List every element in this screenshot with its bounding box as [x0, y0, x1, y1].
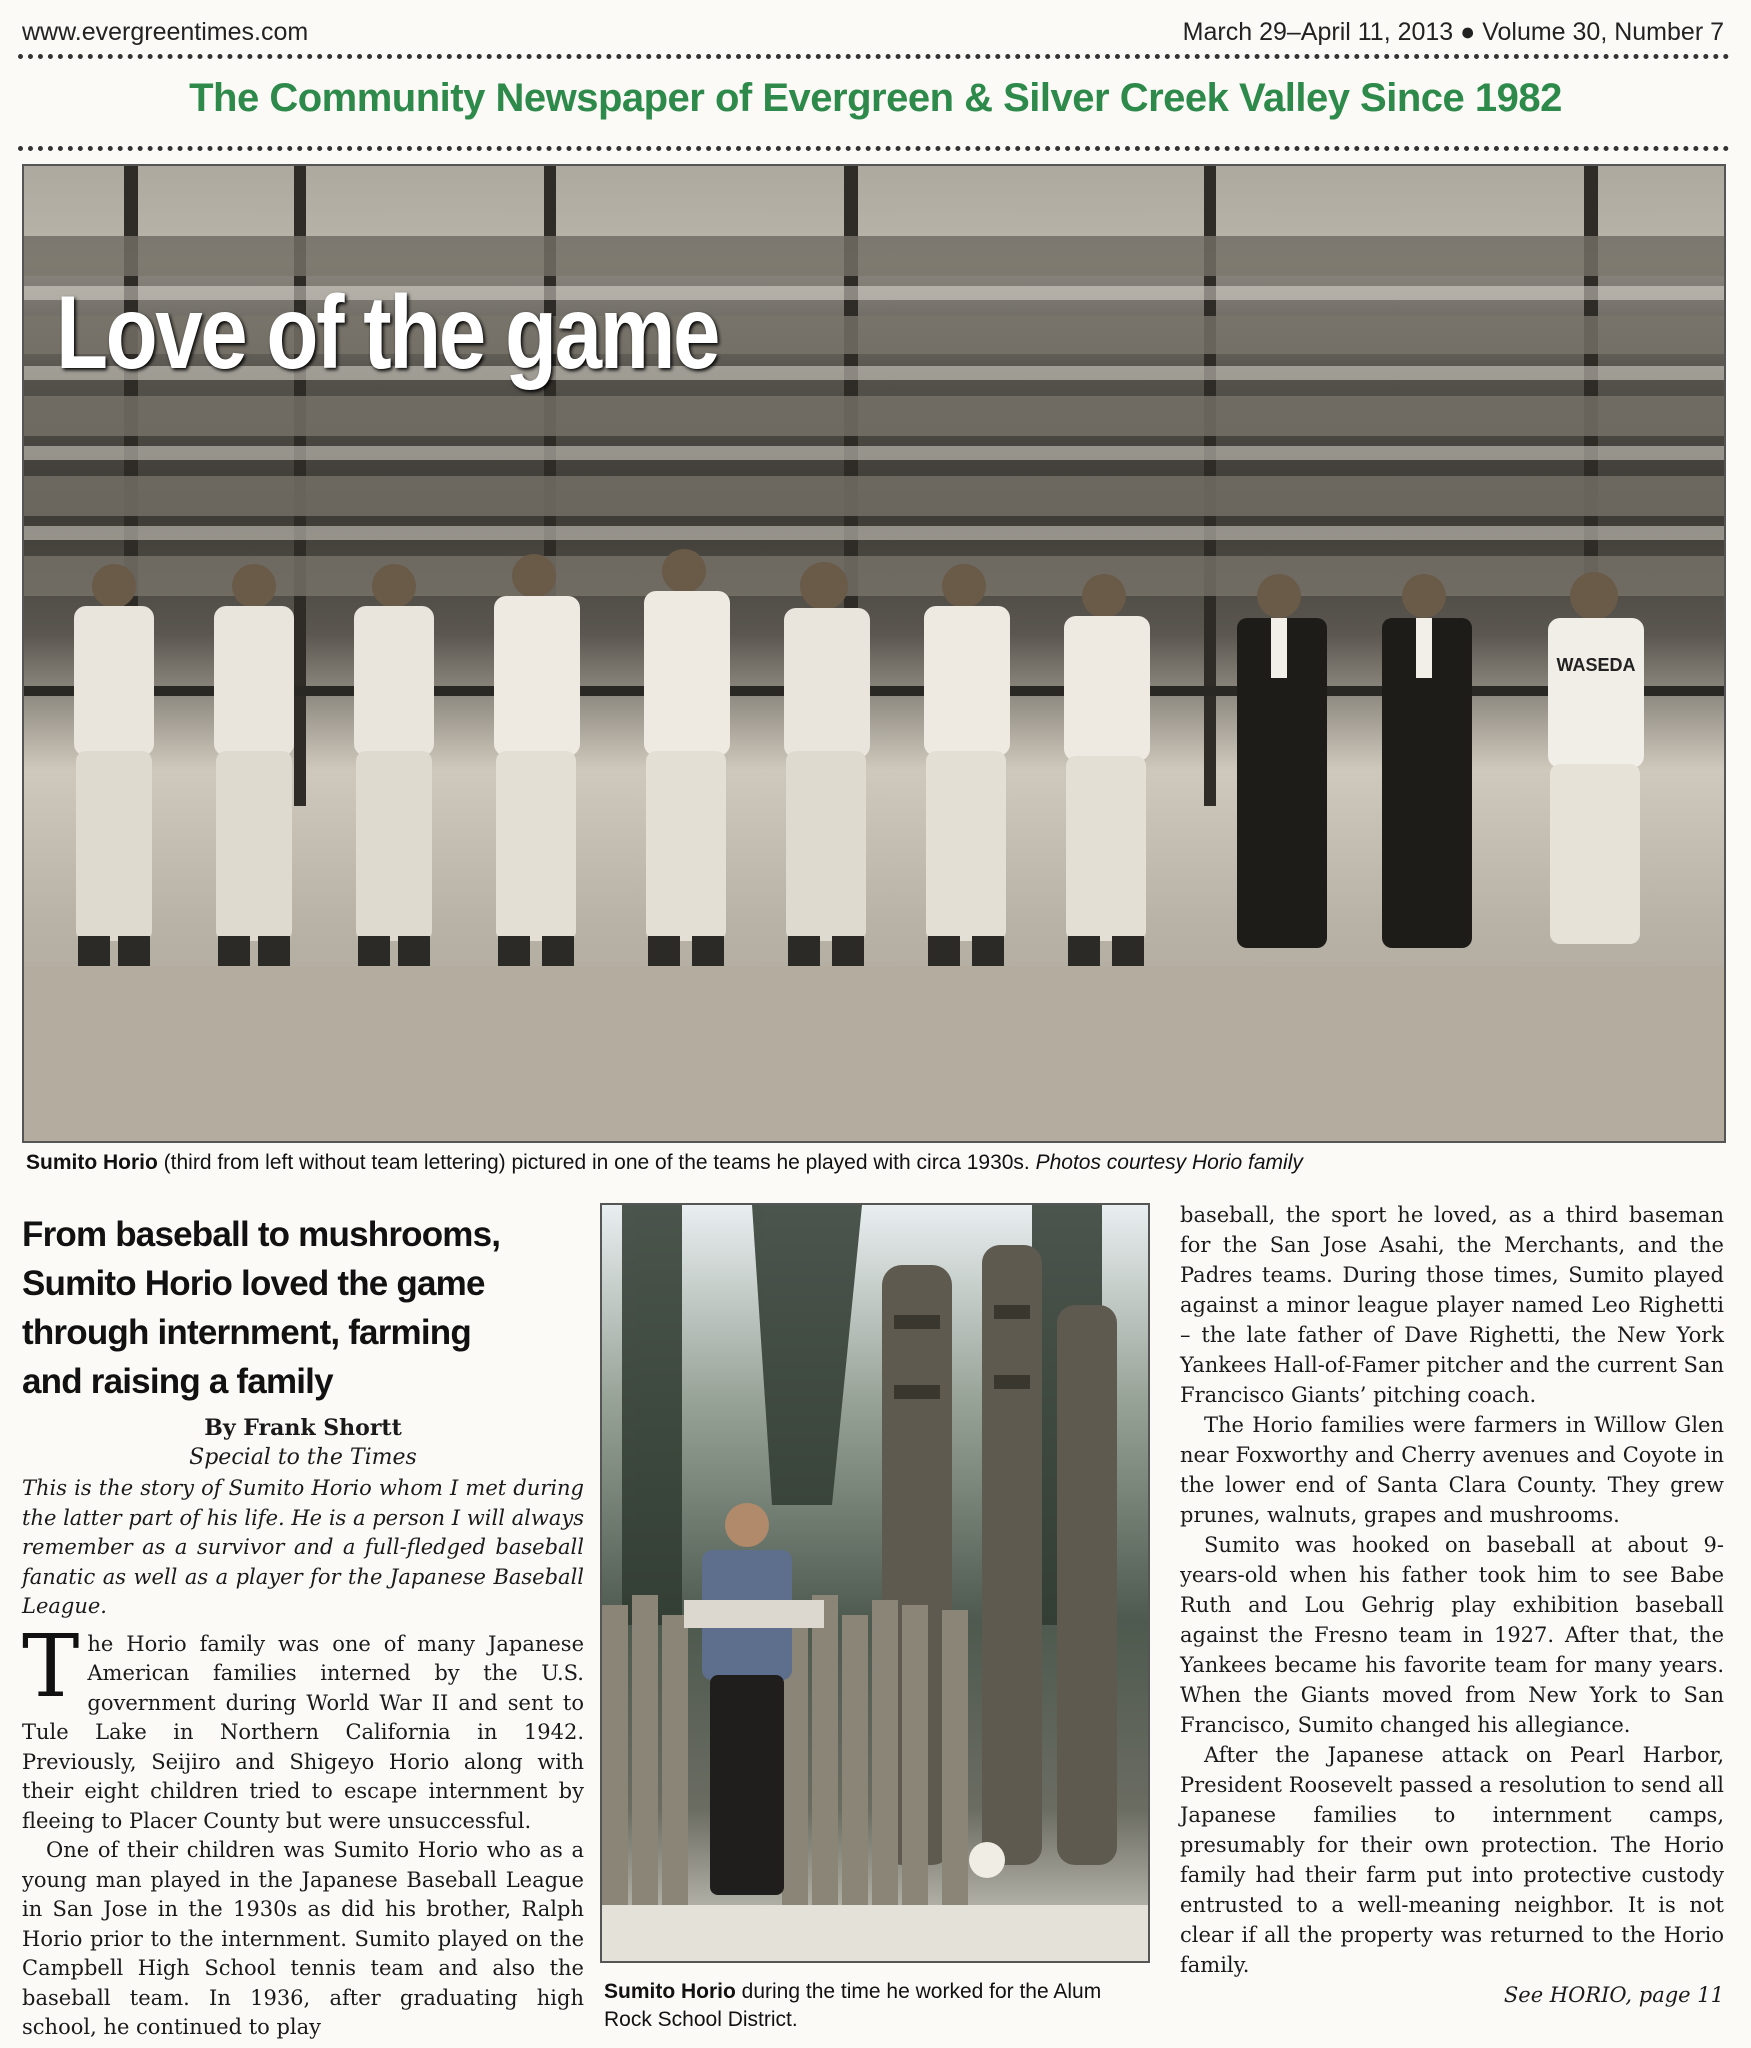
article-paragraph: After the Japanese attack on Pearl Harbor, President Roosevelt passed a resolution to send all Japanese families to internment camps, presumably for their own protection. The Horio family had their farm put into protective custody entrusted to a well-meaning neighbor. It is not clear if all the property was returned to the Horio family.	[1180, 1743, 1724, 1977]
paragraph-text: he Horio family was one of many Japanese American families interned by the U.S. government during World War II and sent to Tule Lake in Northern California in 1942. Previously, Seijiro and Shigeyo Horio along with their eight children tried to escape internment by fleeing to Placer County but were unsuccessful.	[22, 1631, 584, 1833]
byline: By Frank Shortt	[204, 1415, 402, 1441]
dotted-divider-top	[18, 54, 1730, 59]
photo-credit: Photos courtesy Horio family	[1035, 1151, 1303, 1174]
players-lineup	[74, 549, 1644, 966]
hero-headline: Love of the game	[56, 275, 718, 391]
continued-jump[interactable]: See HORIO, page 11	[1503, 1983, 1724, 2007]
jersey-text: WASEDA	[1556, 655, 1636, 675]
article-paragraph: One of their children was Sumito Horio who as a young man played in the Japanese Baseball League in San Jose in the 1930s as did his brother, Ralph Horio prior to the internment. Sumito played on the Campbell High School tennis team and also the baseball team. In 1936, after graduating high school, he continued to play	[22, 1838, 584, 2039]
issue-info: March 29–April 11, 2013 ● Volume 30, Number 7	[1182, 18, 1724, 46]
article-title-line: From baseball to mushrooms,	[22, 1215, 501, 1254]
article-title-line: through internment, farming	[22, 1313, 471, 1352]
article-column-1	[22, 1200, 584, 2043]
inset-photo-illustration	[602, 1205, 1148, 1961]
hero-caption-name: Sumito Horio	[26, 1151, 158, 1174]
article-paragraph: baseball, the sport he loved, as a third baseman for the San Jose Asahi, the Merchants, and the Padres teams. During those times, Sumito played against a minor league player named Leo Righetti – the late father of Dave Righetti, the New York Yankees Hall-of-Famer pitcher and the current San Francisco Giants’ pitching coach.	[1180, 1203, 1724, 1407]
article-paragraph: Sumito was hooked on baseball at about 9-years-old when his father took him to see Babe Ruth and Lou Gehrig play exhibition baseball against the Fresno team in 1927. After that, the Yankees became his favorite team for many years. When the Giants moved from New York to San Francisco, Sumito changed his allegiance.	[1180, 1533, 1724, 1737]
hero-photo	[22, 164, 1726, 1143]
hero-caption-text: (third from left without team lettering) pictured in one of the teams he played with circa 1930s.	[157, 1151, 1036, 1174]
article-paragraph	[22, 1616, 584, 1837]
masthead-tagline: The Community Newspaper of Evergreen & Silver Creek Valley Since 1982	[189, 76, 1562, 120]
article-paragraph: The Horio families were farmers in Willow Glen near Foxworthy and Cherry avenues and Coyote in the lower end of Santa Clara County. They grew prunes, walnuts, grapes and mushrooms.	[1180, 1413, 1724, 1527]
article-intro: This is the story of Sumito Horio whom I met during the latter part of his life. He is a person I will always remember as a survivor and a full-fledged baseball fanatic as well as a player for the Japanese Baseball League.	[22, 1476, 584, 1618]
dotted-divider-bottom	[18, 146, 1730, 151]
article-column-3	[1180, 1200, 1724, 2010]
inset-photo-caption	[604, 1978, 1144, 2034]
hero-caption	[26, 1151, 1726, 1175]
article-title-line: Sumito Horio loved the game	[22, 1264, 485, 1303]
article-title	[22, 1210, 584, 1406]
masthead-top	[22, 14, 1728, 54]
drop-cap: T	[22, 1616, 80, 1717]
site-url[interactable]: www.evergreentimes.com	[22, 18, 309, 46]
article-title-line: and raising a family	[22, 1362, 333, 1401]
inset-photo	[600, 1203, 1150, 1963]
inset-caption-name: Sumito Horio	[604, 1980, 736, 2003]
byline-affiliation: Special to the Times	[189, 1445, 417, 1470]
inset-caption-text: during the time he worked for the Alum Rock School District.	[604, 1980, 1102, 2031]
